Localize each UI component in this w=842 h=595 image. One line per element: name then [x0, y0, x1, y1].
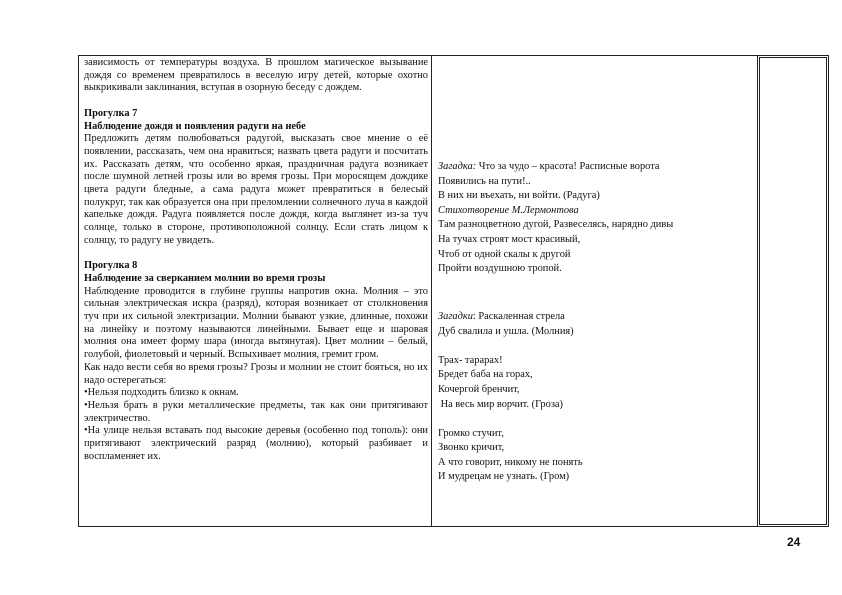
riddle-4-line: Звонко кричит, [438, 442, 505, 454]
walk7-subtitle: Наблюдение дождя и появления радуги на небе [84, 120, 306, 132]
poem-label: Стихотворение М.Лермонтова [438, 204, 579, 216]
table-right-border [828, 55, 829, 527]
third-column-box [759, 57, 827, 525]
riddle-2-line: Загадки: Раскаленная стрела [438, 310, 565, 322]
riddles-column [438, 160, 738, 485]
column-divider-1 [431, 55, 432, 527]
column-divider-2 [757, 55, 758, 527]
walk-prev-text: зависимость от температуры воздуха. В прошлом магическое вызывание дождя со временем превратилось в веселую игру детей, которые охотно выкрикивали заклинания, вступая в озорную беседу с дождем. [84, 57, 428, 94]
table-bottom-border [78, 526, 829, 527]
riddle-4-line: Громко стучит, [438, 427, 504, 439]
riddle-1-line: Загадка: Что за чудо – красота! Расписные ворота [438, 161, 660, 172]
riddle-2-line: Дуб свалила и ушла. (Молния) [438, 325, 574, 337]
riddle-3-line: На весь мир ворчит. (Гроза) [438, 398, 563, 410]
riddle-1-line: Появились на пути!.. [438, 175, 531, 187]
riddle-4-line: И мудрецам не узнать. (Гром) [438, 471, 570, 483]
poem-line: На тучах строят мост красивый, [438, 233, 581, 245]
riddle-3-line: Кочергой бренчит, [438, 383, 520, 395]
walk8-rule: •Нельзя подходить близко к окнам. [84, 387, 239, 399]
riddle-3-line: Бредет баба на горах, [438, 369, 533, 381]
walk8-title: Прогулка 8 [84, 260, 138, 272]
walk8-subtitle: Наблюдение за сверканием молнии во время грозы [84, 272, 326, 284]
walk8-rule: •На улице нельзя вставать под высокие деревья (особенно под тополь): они притягивают электрический разряд (молнию), который разбивает и воспламеняет их. [84, 425, 428, 462]
riddle-3-line: Трах- тарарах! [438, 354, 503, 366]
table-top-border [78, 55, 829, 56]
riddle-2-label: Загадки [438, 310, 473, 322]
walk8-rule: •Нельзя брать в руки металлические предметы, так как они притягивают электричество. [84, 399, 428, 424]
page-number: 24 [787, 535, 801, 549]
poem-line: Чтоб от одной скалы к другой [438, 248, 571, 260]
walks-column [84, 57, 428, 463]
riddle-4-line: А что говорит, никому не понять [438, 456, 583, 468]
riddle-1-label: Загадка: [438, 161, 477, 172]
table-left-border [78, 55, 79, 527]
walk8-text: Наблюдение проводится в глубине группы напротив окна. Молния – это сильная электрическая искра (разряд), которая возникает от столкновения туч при их сильной электризации. Молнии бывают узкие, длинные, похожи на линейку и поэтому называются линейными. Бывает еще и шаровая молния она имеет форму шара (иногда вытянутая). Цвет молнии – белый, голубой, фиолетовый и черный. Вспыхивает молния, гремит гром. [84, 285, 428, 361]
poem-line: Пройти воздушною тропой. [438, 263, 562, 275]
poem-line: Там разноцветною дугой, Развеселясь, нарядно дивы [438, 219, 674, 231]
riddle-1-line: В них ни въехать, ни войти. (Радуга) [438, 190, 600, 202]
walk7-text: Предложить детям полюбоваться радугой, высказать свое мнение о её появлении, рассказать, чем она нравиться; назвать цвета радуги и посчитать их. Рассказать детям, что особенно яркая, праздничная радуга возникает после шумной летней грозы или во время грозы. При моросящем дождике цвета радуги бледные, а сама радуга может превратиться в белесый полукруг, так как образуется она при преломлении солнечного луча в каждой капельке дождя. Радуга появляется после дождя, когда выглянет из-за туч солнце, только в стороне, противоположной солнцу. Если стать лицом к солнцу, то радугу не увидеть. [84, 133, 428, 246]
walk8-question: Как надо вести себя во время грозы? Грозы и молнии не стоит бояться, но их надо остерегаться: [84, 361, 428, 386]
walk7-title: Прогулка 7 [84, 107, 138, 119]
